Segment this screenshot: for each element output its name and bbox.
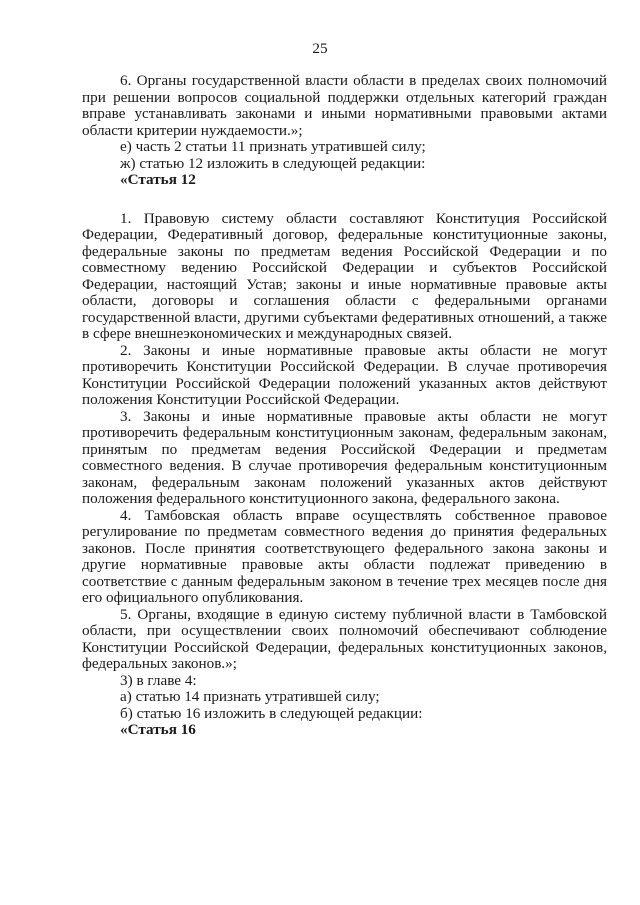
article-12-point-5: 5. Органы, входящие в единую систему публичной власти в Тамбовской области, при осуществлении своих полномочий обеспечивают соблюдение Конституции Российской Федерации, федеральных конституционных законов, федеральных законов.»; [82, 605, 607, 672]
article-12-point-2: 2. Законы и иные нормативные правовые акты области не могут противоречить Конституции Российской Федерации. В случае противоречия Конституции Российской Федерации положений указанных актов действуют положения Конституции Российской Федерации. [82, 341, 607, 408]
paragraph-6-needs-criteria: 6. Органы государственной власти области в пределах своих полномочий при решении вопросов социальной поддержки отдельных категорий граждан вправе устанавливать законами и иными нормативными правовыми актами области критерии нуждаемости.»; [82, 72, 607, 139]
article-16-heading: «Статья 16 [120, 721, 196, 738]
amendment-3-chapter-4: 3) в главе 4: [120, 671, 197, 689]
amendment-a-article-14: а) статью 14 признать утратившей силу; [120, 688, 380, 705]
article-12-point-3: 3. Законы и иные нормативные правовые акты области не могут противоречить федеральным конституционным законам, федеральным законам, принятым по предметам ведения Российской Федерации и предметам совместного ведения. В случае противоречия федеральным конституционным законам, федеральным законам положений указанных актов действуют положения федерального конституционного закона, федерального закона. [82, 407, 607, 507]
amendment-e-article-11: е) часть 2 статьи 11 признать утратившей силу; [120, 138, 426, 155]
document-body [82, 73, 607, 739]
amendment-zh-article-12: ж) статью 12 изложить в следующей редакции: [120, 154, 426, 172]
spacer [82, 189, 607, 211]
article-12-heading: «Статья 12 [120, 171, 196, 188]
amendment-b-article-16: б) статью 16 изложить в следующей редакции: [120, 704, 423, 722]
article-12-point-1: 1. Правовую систему области составляют Конституция Российской Федерации, Федеративный договор, федеральные конституционные законы, федеральные законы по предметам ведения Российской Федерации и по совместному ведению Российской Федерации и субъектов Российской Федерации, настоящий Устав; законы и иные нормативные правовые акты области, договоры и соглашения области с федеральными органами государственной власти, другими субъектами федеративных отношений, а также в сфере внешнеэкономических и международных связей. [82, 209, 607, 342]
page-number: 25 [312, 40, 328, 57]
article-12-point-4: 4. Тамбовская область вправе осуществлять собственное правовое регулирование по предметам совместного ведения до принятия федеральных законов. После принятия соответствующего федерального закона законы и другие нормативные правовые акты области подлежат приведению в соответствие с данным федеральным законом в течение трех месяцев после дня его официального опубликования. [82, 506, 607, 606]
